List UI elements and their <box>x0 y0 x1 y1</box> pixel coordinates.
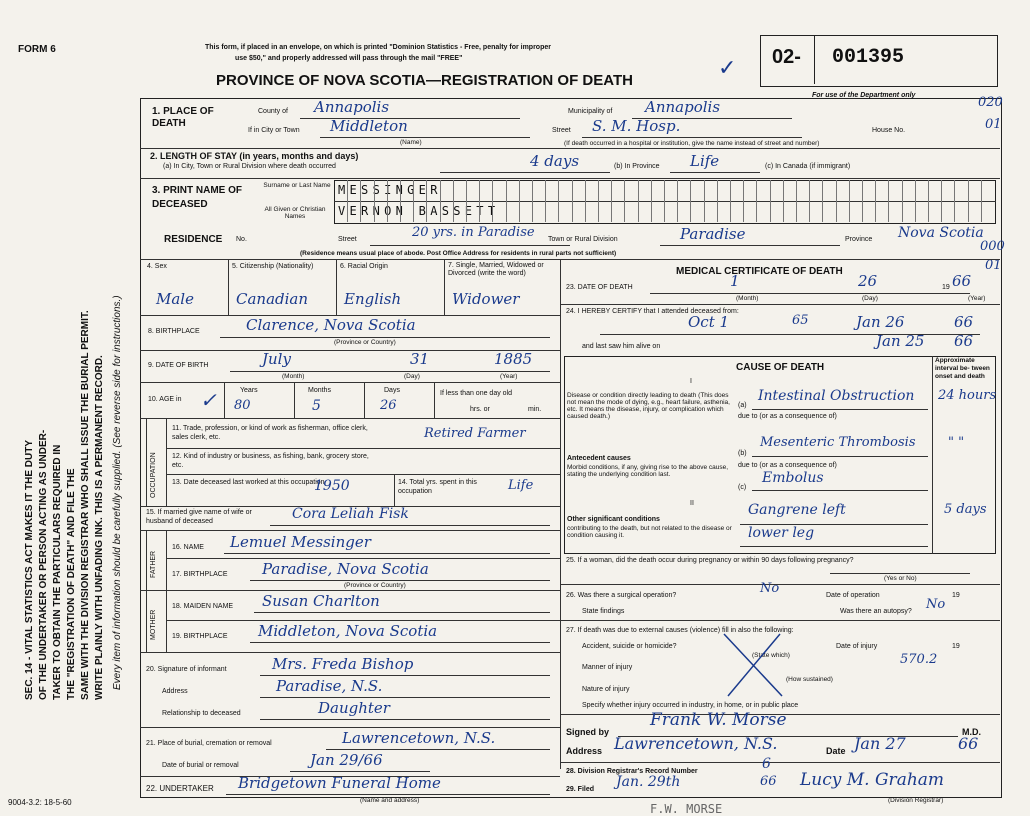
father-name-label: 16. NAME <box>172 544 204 551</box>
name-grid-cell-line <box>532 180 533 222</box>
death-year-hint: (Year) <box>968 295 986 302</box>
side-instruction-1: SEC. 14 - VITAL STATISTICS ACT MAKES IT THE DUTY <box>24 439 35 700</box>
municipality-value: Annapolis <box>645 98 721 116</box>
name-grid-cell-line <box>492 180 493 222</box>
name-grid-cell-line <box>875 180 876 222</box>
birthplace-label: 8. BIRTHPLACE <box>148 328 200 335</box>
place-of-death-label: 1. PLACE OF DEATH <box>152 106 214 129</box>
registrar-signature: Lucy M. Graham <box>800 770 945 790</box>
side-instruction-6: WRITE PLAINLY WITH UNFADING INK. THIS IS A PERMANENT RECORD. <box>94 355 105 700</box>
given-names-value: VERNON BASSETT <box>338 204 500 218</box>
name-grid-cell-line <box>440 180 441 222</box>
last-worked-label: 13. Date deceased last worked at this occupation <box>172 479 325 486</box>
name-grid-cell-line <box>558 180 559 222</box>
specify-label: Specify whether injury occurred in industry, in home, or in public place <box>582 702 799 709</box>
dob-day-hint: (Day) <box>404 373 420 380</box>
antecedent-text: Morbid conditions, if any, giving rise to the above cause, stating the underlying condition last. <box>567 464 729 478</box>
pregnancy-label: 25. If a woman, did the death occur during pregnancy or within 90 days following pregnancy? <box>566 557 854 564</box>
filed-label: 29. Filed <box>566 786 595 793</box>
racial-origin-label: 6. Racial Origin <box>340 263 388 270</box>
death-month: 1 <box>730 272 740 290</box>
mother-side-label: MOTHER <box>150 609 157 640</box>
age-less-than-day-label: If less than one day old <box>440 390 512 397</box>
due-to-label-2: due to (or as a consequence of) <box>738 462 837 469</box>
undertaker-value: Bridgetown Funeral Home <box>238 774 441 792</box>
name-grid-cell-line <box>585 180 586 222</box>
physician-address-label: Address <box>566 746 603 756</box>
footer-code: 9004-3.2: 18-5-60 <box>8 798 72 807</box>
age-min-label: min. <box>528 406 542 413</box>
city-value: Middleton <box>330 117 408 135</box>
informant-label: 20. Signature of informant <box>146 666 227 673</box>
mother-maiden-value: Susan Charlton <box>262 592 380 610</box>
name-grid-cell-line <box>730 180 731 222</box>
injury-date-label: Date of injury <box>836 643 878 650</box>
residence-note: (Residence means usual place of abode. Post Office Address for residents in rural parts not sufficient) <box>300 250 617 257</box>
informant-value: Mrs. Freda Bishop <box>272 655 414 673</box>
surgery-value: No <box>760 581 780 596</box>
due-to-label-1: due to (or as a consequence of) <box>738 413 837 420</box>
autopsy-value: No <box>926 597 946 612</box>
attended-to-year: 66 <box>954 313 974 331</box>
side-instruction-4: THE "REGISTRATION OF DEATH" AND FILE THE <box>66 468 77 700</box>
dob-month-hint: (Month) <box>282 373 305 380</box>
name-grid-cell-line <box>519 180 520 222</box>
dept-use-label: For use of the Department only <box>812 92 916 99</box>
father-birthplace-value: Paradise, Nova Scotia <box>262 560 429 578</box>
citizenship-value: Canadian <box>236 290 309 308</box>
industry-label: 12. Kind of industry or business, as fishing, bank, grocery store, etc. <box>172 453 369 469</box>
last-seen-value: Jan 25 <box>876 332 925 350</box>
name-grid-cell-line <box>360 180 361 222</box>
name-grid-cell-line <box>664 180 665 222</box>
undertaker-label: 22. UNDERTAKER <box>146 784 214 793</box>
physician-signature: Frank W. Morse <box>650 710 787 730</box>
residence-label: RESIDENCE <box>164 234 223 245</box>
residence-street-label: Street <box>338 236 357 243</box>
name-grid-cell-line <box>506 180 507 222</box>
name-grid-cell-line <box>783 180 784 222</box>
other-condition-2: lower leg <box>748 525 815 541</box>
age-days-label: Days <box>384 387 400 394</box>
dob-year: 1885 <box>494 350 533 368</box>
undertaker-hint: (Name and address) <box>360 797 420 804</box>
name-grid-cell-line <box>598 180 599 222</box>
operation-date-value: 19 <box>952 592 960 599</box>
antecedent-label: Antecedent causes <box>567 455 631 462</box>
name-grid-cell-line <box>545 180 546 222</box>
name-grid-cell-line <box>915 180 916 222</box>
filed-year: 66 <box>760 774 777 789</box>
name-grid-cell-line <box>796 180 797 222</box>
accident-label: Accident, suicide or homicide? <box>582 643 677 650</box>
name-grid-cell-line <box>347 180 348 222</box>
surname-label: Surname or Last Name <box>263 182 331 189</box>
residence-town-value: Paradise <box>680 225 746 243</box>
name-grid-cell-line <box>677 180 678 222</box>
given-names-label: All Given or Christian Names <box>264 206 326 220</box>
interval-header: Approximate interval be- tween onset and death <box>935 357 990 380</box>
other-condition-interval: 5 days <box>944 502 987 517</box>
cause-of-death-title: CAUSE OF DEATH <box>736 362 825 373</box>
cause-b: Mesenteric Thrombosis <box>760 435 916 450</box>
name-hint: (Name) <box>400 139 422 146</box>
dept-code-1: 020 <box>978 95 1003 110</box>
name-grid-cell-line <box>453 180 454 222</box>
birthplace-hint: (Province or Country) <box>334 339 396 346</box>
residence-street-value: 20 yrs. in Paradise <box>412 225 535 240</box>
age-check-icon: ✓ <box>200 388 217 412</box>
informant-address-value: Paradise, N.S. <box>276 677 383 695</box>
occupation-side-label: OCCUPATION <box>150 452 157 498</box>
citizenship-label: 5. Citizenship (Nationality) <box>232 263 314 270</box>
last-seen-year: 66 <box>954 332 974 350</box>
dob-label: 9. DATE OF BIRTH <box>148 362 209 369</box>
name-grid-cell-line <box>624 180 625 222</box>
county-value: Annapolis <box>314 98 390 116</box>
age-hrs-label: hrs. or <box>470 406 490 413</box>
dob-year-hint: (Year) <box>500 373 518 380</box>
burial-place-value: Lawrencetown, N.S. <box>342 729 496 747</box>
name-grid-cell-line <box>479 180 480 222</box>
relationship-value: Daughter <box>318 699 390 717</box>
envelope-note-1: This form, if placed in an envelope, on which is printed "Dominion Statistics - Free, penalty for improper <box>205 44 551 51</box>
age-days: 26 <box>380 398 397 413</box>
residence-province-label: Province <box>845 236 873 243</box>
other-condition-1: Gangrene left <box>748 502 846 518</box>
name-grid-cell-line <box>809 180 810 222</box>
age-months-label: Months <box>308 387 331 394</box>
certificate-date-year: 66 <box>958 734 979 753</box>
street-label: Street <box>552 127 571 134</box>
envelope-note-2: use $50," and properly addressed will pass through the mail "FREE" <box>235 55 463 62</box>
name-grid-cell-line <box>849 180 850 222</box>
residence-no-label: No. <box>236 236 247 243</box>
municipality-label: Municipality of <box>568 108 613 115</box>
name-grid-cell-line <box>981 180 982 222</box>
relationship-label: Relationship to deceased <box>162 710 241 717</box>
name-grid-cell-line <box>717 180 718 222</box>
registrar-hint: (Division Registrar) <box>888 797 944 804</box>
dob-month: July <box>262 350 291 368</box>
trade-value: Retired Farmer <box>424 426 526 441</box>
physician-address-value: Lawrencetown, N.S. <box>614 734 778 753</box>
name-grid-cell-line <box>822 180 823 222</box>
side-instruction-2: OF THE UNDERTAKER OR PERSON ACTING AS UNDER- <box>38 429 49 700</box>
total-years-label: 14. Total yrs. spent in this occupation <box>398 479 477 495</box>
signed-by-label: Signed by <box>566 727 610 737</box>
name-grid-cell-line <box>756 180 757 222</box>
external-causes-label: 27. If death was due to external causes (violence) fill in also the following: <box>566 627 794 634</box>
residence-province-value: Nova Scotia <box>898 225 984 241</box>
marital-status-label: 7. Single, Married, Widowed or Divorced (write the word) <box>448 262 544 277</box>
findings-label: State findings <box>582 608 625 615</box>
death-day-hint: (Day) <box>862 295 878 302</box>
attended-from-year: 65 <box>792 313 809 328</box>
county-label: County of <box>258 108 288 115</box>
name-grid-cell-line <box>387 180 388 222</box>
name-grid-cell-line <box>743 180 744 222</box>
md-label: M.D. <box>962 727 981 737</box>
age-label: 10. AGE in <box>148 396 182 403</box>
other-conditions-text: contributing to the death, but not related to the disease or condition causing it. <box>567 525 732 539</box>
death-registration-form: FORM 6 SEC. 14 - VITAL STATISTICS ACT MAKES IT THE DUTY OF THE UNDERTAKER OR PERSON ACTING AS UNDER- TAKER TO OBTAIN THE PARTICULARS REQUIRED IN THE "REGISTRATION OF DEATH" AND FILE THE SAME WITH THE DIVISION REGISTRAR WHO SHALL ISSUE THE BURIAL PERMIT. WRITE PLAINLY WITH UNFADING INK. THIS IS A PERMANENT RECORD. Every item of information should be carefully supplied. (See reverse side for instructions.) 9004-3.2: 18-5-60 This form, if placed in an envelope, on which is printed "Dominion Statistics - Free, penalty for improper use $50," and properly addressed will pass through the mail "FREE" PROVINCE OF NOVA SCOTIA—REGISTRATION OF DEATH 02- 001395 ✓ For use of the Department only 020 01 000 01 1. PLACE OF DEATH County of Annapolis Municipality of Annapolis If in City or Town Middleton (Name) Street S. M. Hosp. House No. (If death occurred in a hospital or institution, give the name instead of street and number) 2. LENGTH OF STAY (in years, months and days) (a) In City, Town or Rural Division where death occurred 4 days (b) In Province Life (c) In Canada (if immigrant) 3. PRINT NAME OF DECEASED Surname or Last Name All Given or Christian Names MESSINGER VERNON BASSETT RESIDENCE No. Street 20 yrs. in Paradise Town or Rural Division Paradise Province Nova Scotia (Residence means usual place of abode. Post Office Address for residents in rural parts not sufficient) 4. Sex Male 5. Citizenship (Nationality) Canadian 6. Racial Origin English 7. Single, Married, Widowed or Divorced (write the word) Widower 8. BIRTHPLACE Clarence, Nova Scotia (Province or Country) 9. DATE OF BIRTH July 31 1885 (Month) (Day) (Year) 10. AGE in ✓ Years 80 Months 5 Days 26 If less than one day old hrs. or min. OCCUPATION 11. Trade, profession, or kind of work as fisherman, office clerk, sales clerk, etc. Retired Farmer 12. Kind of industry or business, as fishing, bank, grocery store, etc. 13. Date deceased last worked at this occupation 1950 14. Total yrs. spent in this occupation Life 15. If married give name of wife or husband of deceased Cora Leliah Fisk FATHER 16. NAME Lemuel Messinger 17. BIRTHPLACE Paradise, Nova Scotia (Province or Country) MOTHER 18. MAIDEN NAME Susan Charlton 19. BIRTHPLACE Middleton, Nova Scotia 20. Signature of informant Mrs. Freda Bishop Address Paradise, N.S. Relationship to deceased Daughter 21. Place of burial, cremation or removal Lawrencetown, N.S. Date of burial or removal Jan 29/66 22. UNDERTAKER Bridgetown Funeral Home (Name and address) MEDICAL CERTIFICATE OF DEATH 23. DATE OF DEATH 1 26 19 66 (Month) (Day) (Year) 24. I HEREBY CERTIFY that I attended deceased from: Oct 1 65 Jan 26 66 and last saw him alive on Jan 25 66 CAUSE OF DEATH Approximate interval be- tween onset and death I Disease or condition directly leading to death (This does not mean the mode of dying, e.g., heart failure, asthenia, etc. It means the disease, injury, or complication which caused death.) (a) Intestinal Obstruction 24 hours due to (or as a consequence of) Antecedent causes Morbid conditions, if any, giving rise to the above cause, stating the underlying condition last. (b) Mesenteric Thrombosis " " due to (or as a consequence of) (c) Embolus II Other significant conditions contributing to the death, but not related to the disease or condition causing it. Gangrene left lower leg 5 days 25. If a woman, did the death occur during pregnancy or within 90 days following pregnancy? (Yes or No) 26. Was there a surgical operation? No Date of operation 19 State findings Was there an autopsy? No 27. If death was due to external causes (violence) fill in also the following: Accident, suicide or homicide? (State which) Date of injury 19 Manner of injury 570.2 (How sustained) Nature of injury Specify whether injury occurred in industry, in home, or in public place Signed by Frank W. Morse M.D. Address Lawrencetown, N.S. Date Jan 27 66 28. Division Registrar's Record Number 6 29. Filed Jan. 29th 66 Lucy M. Graham (Division Registrar) F.W. MORSE <box>0 0 1030 816</box>
spouse-value: Cora Leliah Fisk <box>292 506 409 522</box>
side-instruction-5: SAME WITH THE DIVISION REGISTRAR WHO SHALL ISSUE THE BURIAL PERMIT. <box>80 310 91 700</box>
cause-b-interval: " " <box>948 435 965 450</box>
disease-condition-label: Disease or condition directly leading to death (This does not mean the mode of dying, e.g., heart failure, asthenia, etc. It means the disease, injury, or complication which caused death.) <box>567 392 730 420</box>
side-instruction-3: TAKER TO OBTAIN THE PARTICULARS REQUIRED IN <box>52 444 63 700</box>
autopsy-label: Was there an autopsy? <box>840 608 912 615</box>
dept-code-3: 000 <box>980 239 1005 254</box>
spouse-label: 15. If married give name of wife or husband of deceased <box>146 509 252 525</box>
manner-label: Manner of injury <box>582 664 633 671</box>
dept-code-4: 01 <box>985 258 1002 273</box>
mother-birthplace-value: Middleton, Nova Scotia <box>258 622 438 640</box>
form-number: FORM 6 <box>18 44 56 55</box>
dept-code-2: 01 <box>985 117 1002 132</box>
yes-no-hint: (Yes or No) <box>884 575 917 582</box>
name-grid-cell-line <box>954 180 955 222</box>
name-grid-cell-line <box>413 180 414 222</box>
deceased-name-label: 3. PRINT NAME OF DECEASED <box>152 185 243 210</box>
certificate-date-value: Jan 27 <box>854 734 906 753</box>
marital-status-value: Widower <box>452 290 520 308</box>
name-grid-cell-line <box>690 180 691 222</box>
mother-birthplace-label: 19. BIRTHPLACE <box>172 633 228 640</box>
form-title: PROVINCE OF NOVA SCOTIA—REGISTRATION OF DEATH <box>216 72 633 89</box>
racial-origin-value: English <box>344 290 402 308</box>
cause-a-interval: 24 hours <box>938 388 997 403</box>
residence-town-label: Town or Rural Division <box>548 236 618 243</box>
part-one-label: I <box>690 378 692 385</box>
dob-day: 31 <box>410 350 430 368</box>
attended-to: Jan 26 <box>856 313 905 331</box>
stay-canada-label: (c) In Canada (if immigrant) <box>765 163 851 170</box>
name-grid-cell-line <box>611 180 612 222</box>
name-grid-cell-line <box>466 180 467 222</box>
father-name-value: Lemuel Messinger <box>230 533 371 551</box>
cause-code: 570.2 <box>900 652 938 667</box>
part-two-label: II <box>690 500 694 507</box>
stay-city-value: 4 days <box>530 152 580 170</box>
last-worked-value: 1950 <box>314 478 350 494</box>
medical-certificate-title: MEDICAL CERTIFICATE OF DEATH <box>676 266 843 277</box>
nature-label: Nature of injury <box>582 686 630 693</box>
death-day: 26 <box>858 272 878 290</box>
stay-city-label: (a) In City, Town or Rural Division where death occurred <box>163 163 336 170</box>
father-birthplace-hint: (Province or Country) <box>344 582 406 589</box>
sex-value: Male <box>156 290 194 308</box>
stay-province-label: (b) In Province <box>614 163 660 170</box>
informant-address-label: Address <box>162 688 188 695</box>
hospital-note: (If death occurred in a hospital or institution, give the name instead of street and number) <box>564 140 820 147</box>
surgery-label: 26. Was there a surgical operation? <box>566 592 677 599</box>
cause-c: Embolus <box>762 470 824 486</box>
cause-a: Intestinal Obstruction <box>758 388 915 404</box>
burial-date-value: Jan 29/66 <box>310 751 383 769</box>
death-month-hint: (Month) <box>736 295 759 302</box>
name-grid-cell-line <box>928 180 929 222</box>
attended-from: Oct 1 <box>688 313 730 331</box>
city-label: If in City or Town <box>248 127 300 134</box>
name-grid-cell-line <box>888 180 889 222</box>
injury-date-value: 19 <box>952 643 960 650</box>
registration-prefix: 02- <box>772 46 801 68</box>
death-year-prefix: 19 <box>942 284 950 291</box>
date-of-death-label: 23. DATE OF DEATH <box>566 284 633 291</box>
name-grid-cell-line <box>400 180 401 222</box>
name-grid-cell-line <box>862 180 863 222</box>
stay-province-value: Life <box>690 152 720 170</box>
total-years-value: Life <box>508 478 534 493</box>
mother-maiden-label: 18. MAIDEN NAME <box>172 603 234 610</box>
last-seen-label: and last saw him alive on <box>582 343 661 350</box>
check-mark-icon: ✓ <box>718 55 737 80</box>
father-birthplace-label: 17. BIRTHPLACE <box>172 571 228 578</box>
name-grid-cell-line <box>770 180 771 222</box>
death-year: 66 <box>952 272 972 290</box>
name-grid-cell-line <box>572 180 573 222</box>
burial-place-label: 21. Place of burial, cremation or removal <box>146 740 272 747</box>
age-months: 5 <box>312 398 321 414</box>
physician-stamp: F.W. MORSE <box>650 802 723 816</box>
filed-date: Jan. 29th <box>616 774 681 790</box>
operation-date-label: Date of operation <box>826 592 880 599</box>
record-number-label: 28. Division Registrar's Record Number <box>566 768 698 775</box>
name-grid-cell-line <box>638 180 639 222</box>
registration-number: 001395 <box>832 46 905 69</box>
side-instruction-7: Every item of information should be carefully supplied. (See reverse side for instructions.) <box>112 295 123 690</box>
name-grid-cell-line <box>941 180 942 222</box>
surname-value: MESSINGER <box>338 183 442 197</box>
attended-label: 24. I HEREBY CERTIFY that I attended deceased from: <box>566 308 739 315</box>
street-value: S. M. Hosp. <box>592 117 681 135</box>
name-grid-cell-line <box>374 180 375 222</box>
age-years-label: Years <box>240 387 258 394</box>
house-label: House No. <box>872 127 906 134</box>
name-grid-cell-line <box>968 180 969 222</box>
name-grid-cell-line <box>836 180 837 222</box>
sex-label: 4. Sex <box>147 263 167 270</box>
name-grid-cell-line <box>704 180 705 222</box>
other-conditions-label: Other significant conditions <box>567 516 660 523</box>
state-which-hint: (State which) <box>752 652 790 659</box>
age-years: 80 <box>234 398 251 413</box>
how-sustained-hint: (How sustained) <box>786 676 833 683</box>
father-side-label: FATHER <box>150 550 157 578</box>
strike-through-mark <box>718 630 788 700</box>
certificate-date-label: Date <box>826 746 846 756</box>
name-grid-cell-line <box>426 180 427 222</box>
birthplace-value: Clarence, Nova Scotia <box>246 316 416 334</box>
record-number-value: 6 <box>762 756 771 772</box>
name-grid-cell-line <box>651 180 652 222</box>
trade-label: 11. Trade, profession, or kind of work as fisherman, office clerk, sales clerk, etc. <box>172 425 368 441</box>
burial-date-label: Date of burial or removal <box>162 762 239 769</box>
name-grid-cell-line <box>902 180 903 222</box>
length-of-stay-label: 2. LENGTH OF STAY (in years, months and days) <box>150 151 359 161</box>
